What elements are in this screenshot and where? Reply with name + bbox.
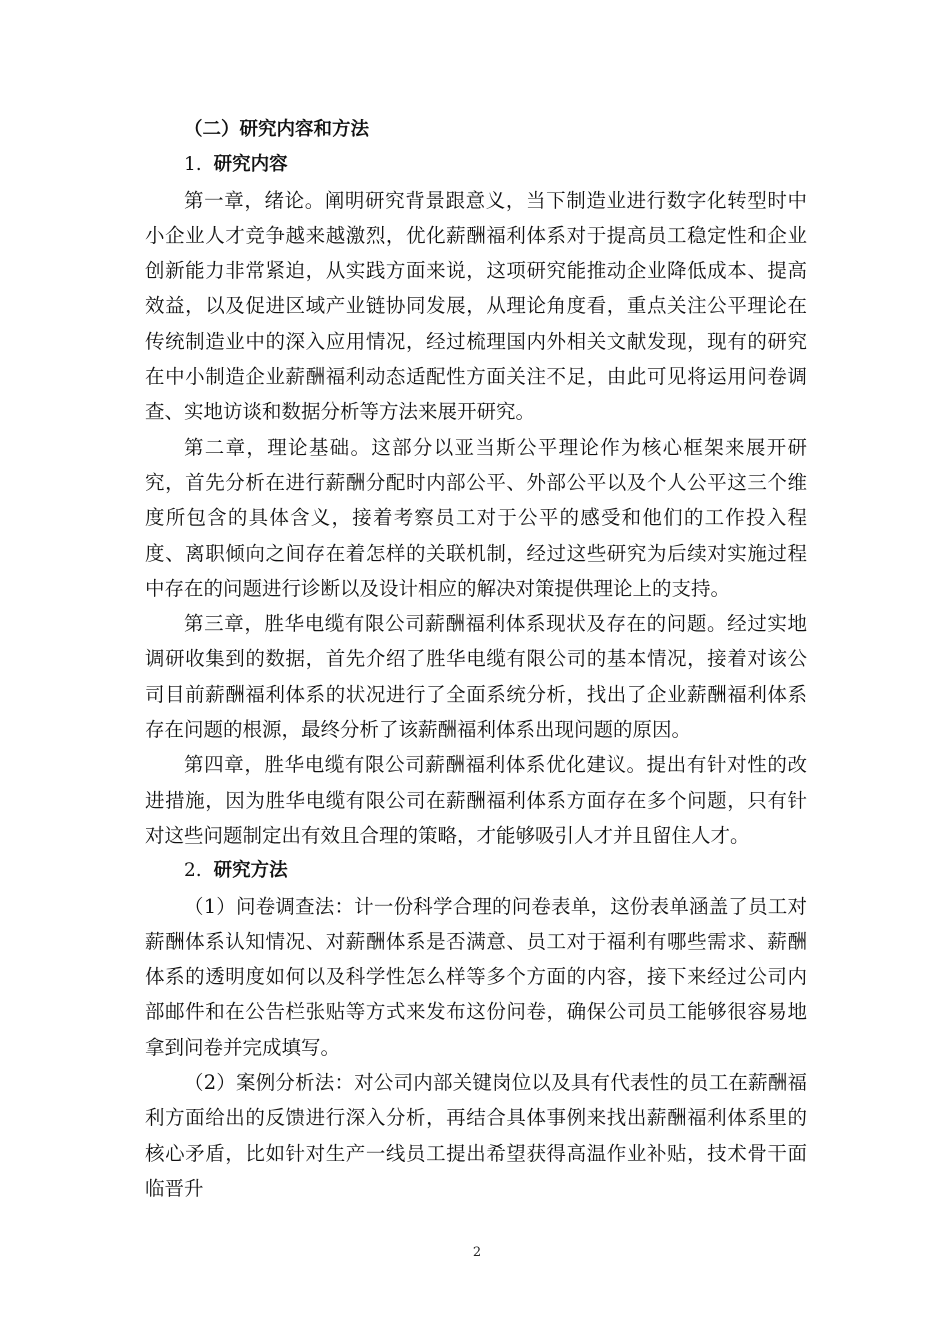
subsection-heading-research-methods [145, 853, 807, 888]
subsection-heading-research-content [145, 147, 807, 182]
subsection-number: 2. [184, 860, 202, 882]
paragraph-method-case-analysis: （2）案例分析法：对公司内部关键岗位以及具有代表性的员工在薪酬福利方面给出的反馈进行深入分析，再结合具体事例来找出薪酬福利体系里的核心矛盾，比如针对生产一线员工提出希望获得高温作业补贴，技术骨干面临晋升 [145, 1071, 807, 1200]
subsection-title: 研究内容 [213, 154, 288, 176]
subsection-title: 研究方法 [213, 860, 288, 882]
paragraph-chapter-2: 第二章，理论基础。这部分以亚当斯公平理论作为核心框架来展开研究，首先分析在进行薪酬分配时内部公平、外部公平以及个人公平这三个维度所包含的具体含义，接着考察员工对于公平的感受和他们的工作投入程度、离职倾向之间存在着怎样的关联机制，经过这些研究为后续对实施过程中存在的问题进行诊断以及设计相应的解决对策提供理论上的支持。 [145, 435, 807, 600]
paragraph-chapter-3: 第三章，胜华电缆有限公司薪酬福利体系现状及存在的问题。经过实地调研收集到的数据，首先介绍了胜华电缆有限公司的基本情况，接着对该公司目前薪酬福利体系的状况进行了全面系统分析，找出了企业薪酬福利体系存在问题的根源，最终分析了该薪酬福利体系出现问题的原因。 [145, 612, 807, 742]
paragraph-chapter-1: 第一章，绪论。阐明研究背景跟意义，当下制造业进行数字化转型时中小企业人才竞争越来越激烈，优化薪酬福利体系对于提高员工稳定性和企业创新能力非常紧迫，从实践方面来说，这项研究能推动企业降低成本、提高效益，以及促进区域产业链协同发展，从理论角度看，重点关注公平理论在传统制造业中的深入应用情况，经过梳理国内外相关文献发现，现有的研究在中小制造企业薪酬福利动态适配性方面关注不足，由此可见将运用问卷调查、实地访谈和数据分析等方法来展开研究。 [145, 188, 807, 424]
subsection-number: 1. [184, 154, 202, 176]
page-number: 2 [472, 1245, 482, 1260]
page-body [145, 112, 807, 1206]
paragraph-method-questionnaire: （1）问卷调查法：计一份科学合理的问卷表单，这份表单涵盖了员工对薪酬体系认知情况、对薪酬体系是否满意、员工对于福利有哪些需求、薪酬体系的透明度如何以及科学性怎么样等多个方面的内容，接下来经过公司内部邮件和在公告栏张贴等方式来发布这份问卷，确保公司员工能够很容易地拿到问卷并完成填写。 [145, 894, 807, 1059]
paragraph-chapter-4: 第四章，胜华电缆有限公司薪酬福利体系优化建议。提出有针对性的改进措施，因为胜华电缆有限公司在薪酬福利体系方面存在多个问题，只有针对这些问题制定出有效且合理的策略，才能够吸引人才并且留住人才。 [145, 753, 807, 847]
section-heading: （二）研究内容和方法 [184, 119, 370, 140]
